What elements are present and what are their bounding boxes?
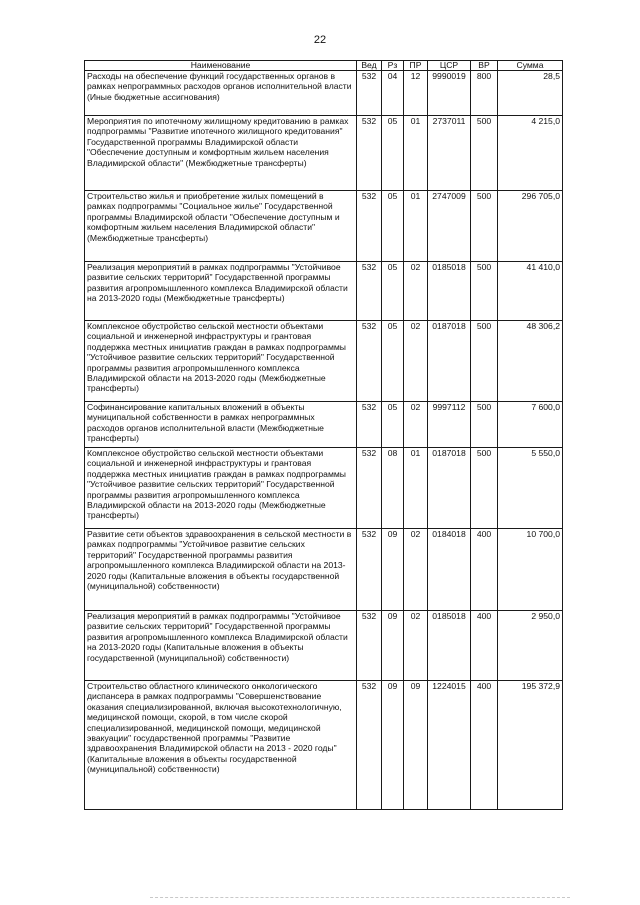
- row-vr: 500: [471, 402, 498, 448]
- row-ved: 532: [357, 402, 382, 448]
- row-pr: 12: [404, 71, 428, 116]
- row-name: Комплексное обустройство сельской местности объектами социальной и инженерной инфраструктуры и грантовая поддержка местных инициатив граждан в рамках подпрограммы "Устойчивое развитие сельских территорий" Государственной программы развития агропромышленного комплекса Владимирской области на 2013-2020 годы (Межбюджетные трансферты): [85, 321, 357, 402]
- table-row: [85, 611, 563, 681]
- row-ved: 532: [357, 262, 382, 321]
- header-ved: Вед: [357, 61, 382, 71]
- row-sum: 5 550,0: [498, 448, 563, 529]
- row-rz: 05: [382, 191, 404, 262]
- table-row: [85, 71, 563, 116]
- row-vr: 500: [471, 321, 498, 402]
- row-name: Реализация мероприятий в рамках подпрограммы "Устойчивое развитие сельских территорий" Государственной программы развития агропромышленного комплекса Владимирской области на 2013-2020 годы (Межбюджетные трансферты): [85, 262, 357, 321]
- row-pr: 02: [404, 321, 428, 402]
- row-vr: 400: [471, 611, 498, 681]
- row-vr: 500: [471, 448, 498, 529]
- row-rz: 04: [382, 71, 404, 116]
- row-rz: 09: [382, 529, 404, 611]
- row-rz: 08: [382, 448, 404, 529]
- row-sum: 195 372,9: [498, 681, 563, 810]
- row-name: Строительство жилья и приобретение жилых помещений в рамках подпрограммы "Социальное жилье" Государственной программы Владимирской области "Обеспечение доступным и комфортным жильем населения Владимирской области" (Межбюджетные трансферты): [85, 191, 357, 262]
- row-pr: 09: [404, 681, 428, 810]
- header-csr: ЦСР: [428, 61, 471, 71]
- table-header-row: [85, 61, 563, 71]
- header-name: Наименование: [85, 61, 357, 71]
- table-row: [85, 402, 563, 448]
- row-pr: 02: [404, 529, 428, 611]
- table-row: [85, 321, 563, 402]
- row-name: Комплексное обустройство сельской местности объектами социальной и инженерной инфраструктуры и грантовая поддержка местных инициатив граждан в рамках подпрограммы "Устойчивое развитие сельских территорий" Государственной программы развития агропромышленного комплекса Владимирской области на 2013-2020 годы (Межбюджетные трансферты): [85, 448, 357, 529]
- row-name: Реализация мероприятий в рамках подпрограммы "Устойчивое развитие сельских территорий" Государственной программы развития агропромышленного комплекса Владимирской области на 2013-2020 годы (Капитальные вложения в объекты государственной (муниципальной) собственности): [85, 611, 357, 681]
- row-pr: 02: [404, 611, 428, 681]
- table-row: [85, 262, 563, 321]
- row-vr: 500: [471, 116, 498, 191]
- row-pr: 01: [404, 116, 428, 191]
- row-ved: 532: [357, 529, 382, 611]
- row-rz: 05: [382, 321, 404, 402]
- header-pr: ПР: [404, 61, 428, 71]
- row-sum: 10 700,0: [498, 529, 563, 611]
- row-ved: 532: [357, 611, 382, 681]
- row-pr: 01: [404, 448, 428, 529]
- row-rz: 05: [382, 262, 404, 321]
- row-vr: 400: [471, 529, 498, 611]
- row-ved: 532: [357, 116, 382, 191]
- row-sum: 48 306,2: [498, 321, 563, 402]
- row-csr: 0187018: [428, 321, 471, 402]
- table-row: [85, 681, 563, 810]
- row-csr: 0185018: [428, 611, 471, 681]
- row-csr: 0187018: [428, 448, 471, 529]
- row-vr: 500: [471, 262, 498, 321]
- row-csr: 9990019: [428, 71, 471, 116]
- row-vr: 800: [471, 71, 498, 116]
- row-ved: 532: [357, 681, 382, 810]
- table-row: [85, 116, 563, 191]
- row-ved: 532: [357, 321, 382, 402]
- row-pr: 02: [404, 402, 428, 448]
- row-ved: 532: [357, 448, 382, 529]
- header-sum: Сумма: [498, 61, 563, 71]
- row-ved: 532: [357, 71, 382, 116]
- row-rz: 09: [382, 681, 404, 810]
- header-vr: ВР: [471, 61, 498, 71]
- row-sum: 7 600,0: [498, 402, 563, 448]
- header-rz: Рз: [382, 61, 404, 71]
- page-number: 22: [313, 34, 327, 46]
- row-csr: 0185018: [428, 262, 471, 321]
- table-row: [85, 448, 563, 529]
- row-name: Софинансирование капитальных вложений в объекты муниципальной собственности в рамках непрограммных расходов органов исполнительной власти (Межбюджетные трансферты): [85, 402, 357, 448]
- row-sum: 41 410,0: [498, 262, 563, 321]
- row-sum: 28,5: [498, 71, 563, 116]
- row-sum: 4 215,0: [498, 116, 563, 191]
- budget-table: [84, 60, 563, 810]
- table-row: [85, 191, 563, 262]
- row-name: Строительство областного клинического онкологического диспансера в рамках подпрограммы "Совершенствование оказания специализированной, включая высокотехнологичную, медицинской помощи, скорой, в том числе скорой специализированной, медицинской помощи, медицинской эвакуации" государственной программы "Развитие здравоохранения Владимирской области на 2013 - 2020 годы" (Капитальные вложения в объекты государственной (муниципальной) собственности): [85, 681, 357, 810]
- scan-edge-line: [150, 897, 570, 898]
- row-rz: 05: [382, 116, 404, 191]
- row-csr: 0184018: [428, 529, 471, 611]
- row-vr: 400: [471, 681, 498, 810]
- row-csr: 1224015: [428, 681, 471, 810]
- row-ved: 532: [357, 191, 382, 262]
- row-rz: 05: [382, 402, 404, 448]
- row-csr: 2747009: [428, 191, 471, 262]
- row-csr: 9997112: [428, 402, 471, 448]
- table-row: [85, 529, 563, 611]
- row-pr: 02: [404, 262, 428, 321]
- row-vr: 500: [471, 191, 498, 262]
- row-sum: 2 950,0: [498, 611, 563, 681]
- row-pr: 01: [404, 191, 428, 262]
- row-name: Развитие сети объектов здравоохранения в сельской местности в рамках подпрограммы "Устойчивое развитие сельских территорий" Государственной программы развития агропромышленного комплекса Владимирской области на 2013-2020 годы (Капитальные вложения в объекты государственной (муниципальной) собственности): [85, 529, 357, 611]
- row-name: Расходы на обеспечение функций государственных органов в рамках непрограммных расходов органов исполнительной власти (Иные бюджетные ассигнования): [85, 71, 357, 116]
- row-name: Мероприятия по ипотечному жилищному кредитованию в рамках подпрограммы "Развитие ипотечного жилищного кредитования" Государственной программы Владимирской области "Обеспечение доступным и комфортным жильем населения Владимирской области" (Межбюджетные трансферты): [85, 116, 357, 191]
- row-csr: 2737011: [428, 116, 471, 191]
- row-rz: 09: [382, 611, 404, 681]
- row-sum: 296 705,0: [498, 191, 563, 262]
